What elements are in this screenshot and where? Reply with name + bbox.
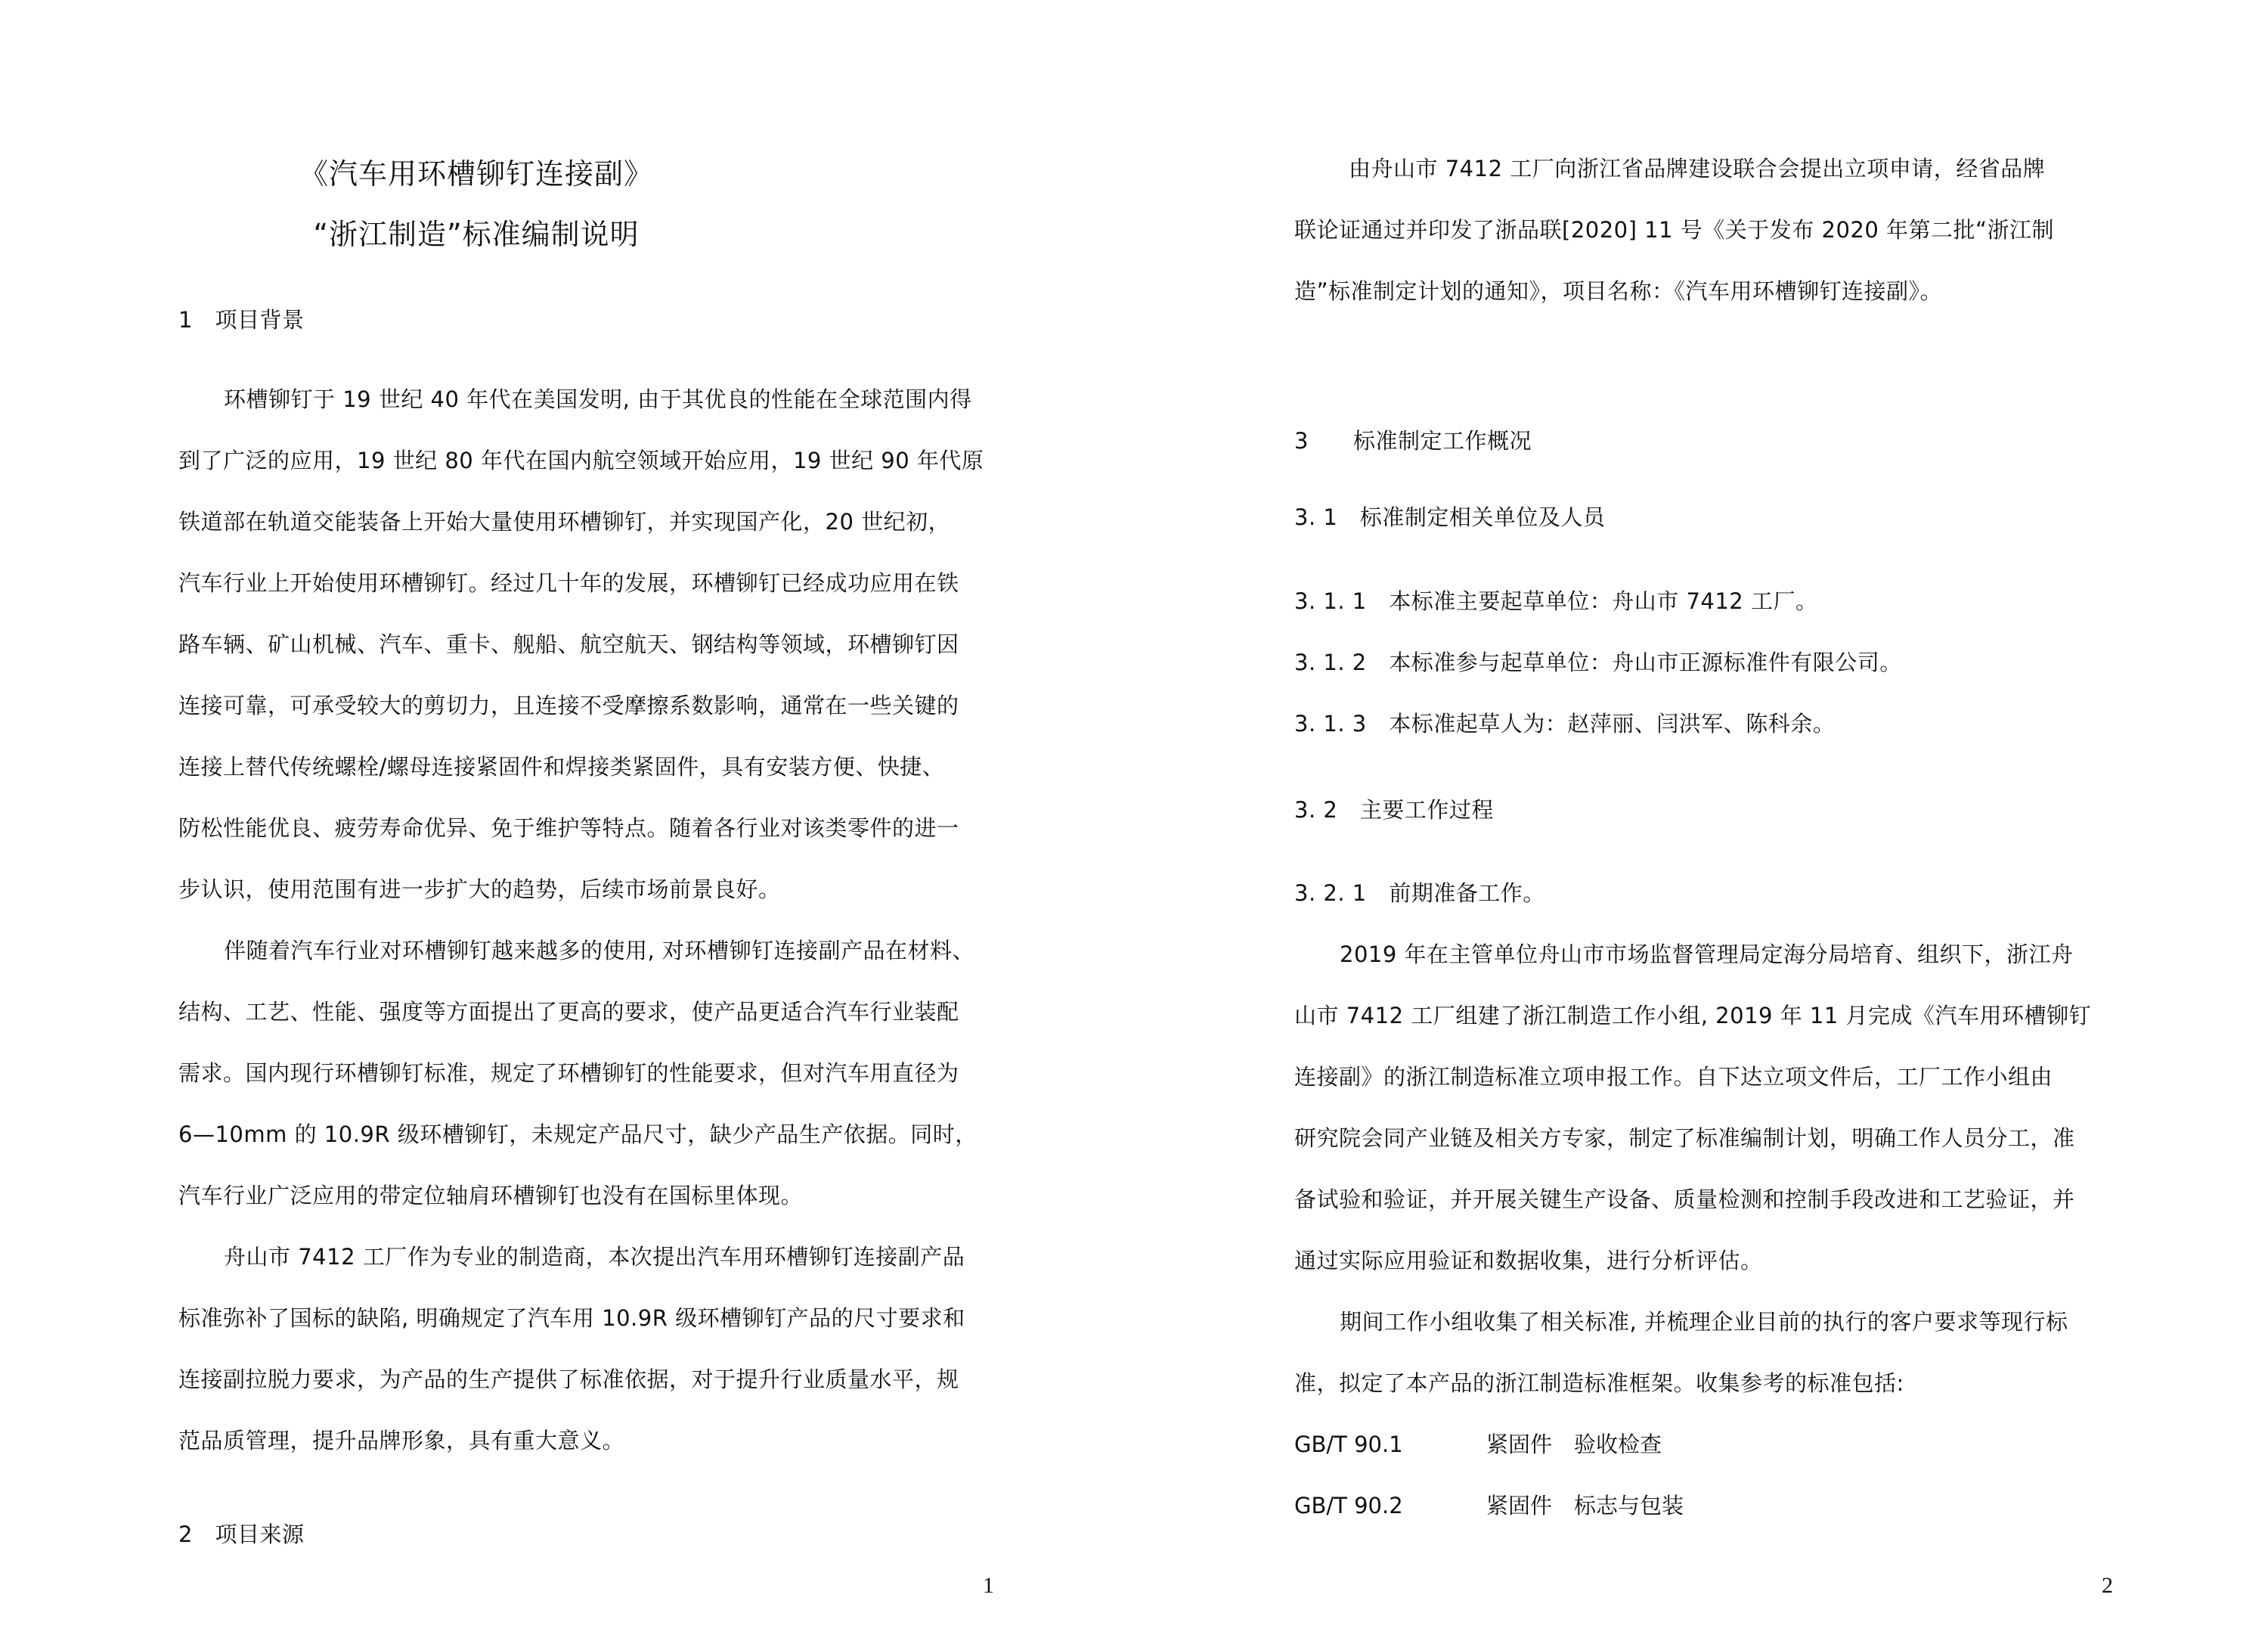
clause-line: 3. 1. 2 本标准参与起草单位：舟山市正源标准件有限公司。 [1294, 650, 1902, 675]
paragraph-line: 结构、工艺、性能、强度等方面提出了更高的要求，使产品更适合汽车行业装配 [178, 999, 959, 1025]
paragraph-line: 6—10mm 的 10.9R 级环槽铆钉，未规定产品尺寸，缺少产品生产依据。同时， [178, 1121, 978, 1147]
paragraph-line: 环槽铆钉于 19 世纪 40 年代在美国发明, 由于其优良的性能在全球范围内得 [224, 386, 972, 412]
page-number: 2 [2102, 1573, 2113, 1598]
document-subtitle: “浙江制造”标准编制说明 [313, 218, 640, 251]
paragraph-line: 需求。国内现行环槽铆钉标准，规定了环槽铆钉的性能要求，但对汽车用直径为 [178, 1060, 959, 1086]
subsection-heading-units: 3. 1 标准制定相关单位及人员 [1294, 504, 1606, 530]
paragraph-line: 汽车行业广泛应用的带定位轴肩环槽铆钉也没有在国标里体现。 [178, 1183, 804, 1208]
paragraph-line: 连接上替代传统螺栓/螺母连接紧固件和焊接类紧固件，具有安装方便、快捷、 [178, 754, 945, 780]
section-heading-source: 2 项目来源 [178, 1521, 305, 1547]
page-right [1134, 0, 2268, 1644]
paragraph-line: 由舟山市 7412 工厂向浙江省品牌建设联合会提出立项申请，经省品牌 [1349, 156, 2046, 181]
section-heading-work-overview: 3 标准制定工作概况 [1294, 428, 1532, 454]
clause-line: 3. 2. 1 前期准备工作。 [1294, 880, 1545, 906]
paragraph-line: 汽车行业上开始使用环槽铆钉。经过几十年的发展，环槽铆钉已经成功应用在铁 [178, 570, 959, 596]
paragraph-line: 研究院会同产业链及相关方专家，制定了标准编制计划，明确工作人员分工，准 [1294, 1125, 2075, 1151]
paragraph-line: 路车辆、矿山机械、汽车、重卡、舰船、航空航天、钢结构等领域，环槽铆钉因 [178, 631, 959, 657]
paragraph-line: 标准弥补了国标的缺陷, 明确规定了汽车用 10.9R 级环槽铆钉产品的尺寸要求和 [178, 1305, 965, 1331]
page-number: 1 [983, 1573, 994, 1598]
paragraph-line: 到了广泛的应用，19 世纪 80 年代在国内航空领域开始应用，19 世纪 90 年代原 [178, 448, 984, 473]
paragraph-line: 伴随着汽车行业对环槽铆钉越来越多的使用, 对环槽铆钉连接副产品在材料、 [224, 938, 974, 963]
paragraph-line: 准，拟定了本产品的浙江制造标准框架。收集参考的标准包括: [1294, 1370, 1904, 1396]
clause-line: 3. 1. 3 本标准起草人为：赵萍丽、闫洪军、陈科余。 [1294, 711, 1836, 737]
standard-title: 紧固件 标志与包装 [1486, 1493, 1684, 1518]
paragraph-line: 连接副拉脱力要求，为产品的生产提供了标准依据，对于提升行业质量水平，规 [178, 1366, 959, 1392]
paragraph-line: 连接可靠，可承受较大的剪切力，且连接不受摩擦系数影响，通常在一些关键的 [178, 693, 959, 718]
section-heading-background: 1 项目背景 [178, 307, 305, 333]
paragraph-line: 连接副》的浙江制造标准立项申报工作。自下达立项文件后，工厂工作小组由 [1294, 1064, 2053, 1090]
paragraph-line: 山市 7412 工厂组建了浙江制造工作小组, 2019 年 11 月完成《汽车用环槽铆钉 [1294, 1003, 2092, 1028]
paragraph-line: 期间工作小组收集了相关标准, 并梳理企业目前的执行的客户要求等现行标 [1340, 1309, 2068, 1335]
paragraph-line: 舟山市 7412 工厂作为专业的制造商，本次提出汽车用环槽铆钉连接副产品 [224, 1244, 965, 1270]
standard-code: GB/T 90.2 [1294, 1493, 1403, 1518]
standard-code: GB/T 90.1 [1294, 1432, 1403, 1457]
paragraph-line: 造”标准制定计划的通知》，项目名称：《汽车用环槽铆钉连接副》。 [1294, 278, 1943, 304]
clause-line: 3. 1. 1 本标准主要起草单位：舟山市 7412 工厂。 [1294, 588, 1818, 614]
document-title: 《汽车用环槽铆钉连接副》 [299, 157, 653, 191]
standard-title: 紧固件 验收检查 [1486, 1432, 1662, 1457]
paragraph-line: 防松性能优良、疲劳寿命优异、免于维护等特点。随着各行业对该类零件的进一 [178, 815, 959, 841]
paragraph-line: 联论证通过并印发了浙品联[2020] 11 号《关于发布 2020 年第二批“浙江制 [1294, 217, 2055, 243]
paragraph-line: 铁道部在轨道交能装备上开始大量使用环槽铆钉，并实现国产化，20 世纪初， [178, 509, 951, 535]
subsection-heading-process: 3. 2 主要工作过程 [1294, 797, 1494, 823]
paragraph-line: 备试验和验证，并开展关键生产设备、质量检测和控制手段改进和工艺验证，并 [1294, 1186, 2075, 1212]
paragraph-line: 范品质管理，提升品牌形象，具有重大意义。 [178, 1428, 625, 1453]
paragraph-line: 通过实际应用验证和数据收集，进行分析评估。 [1294, 1248, 1763, 1273]
paragraph-line: 步认识，使用范围有进一步扩大的趋势，后续市场前景良好。 [178, 876, 781, 902]
paragraph-line: 2019 年在主管单位舟山市市场监督管理局定海分局培育、组织下，浙江舟 [1340, 941, 2074, 967]
